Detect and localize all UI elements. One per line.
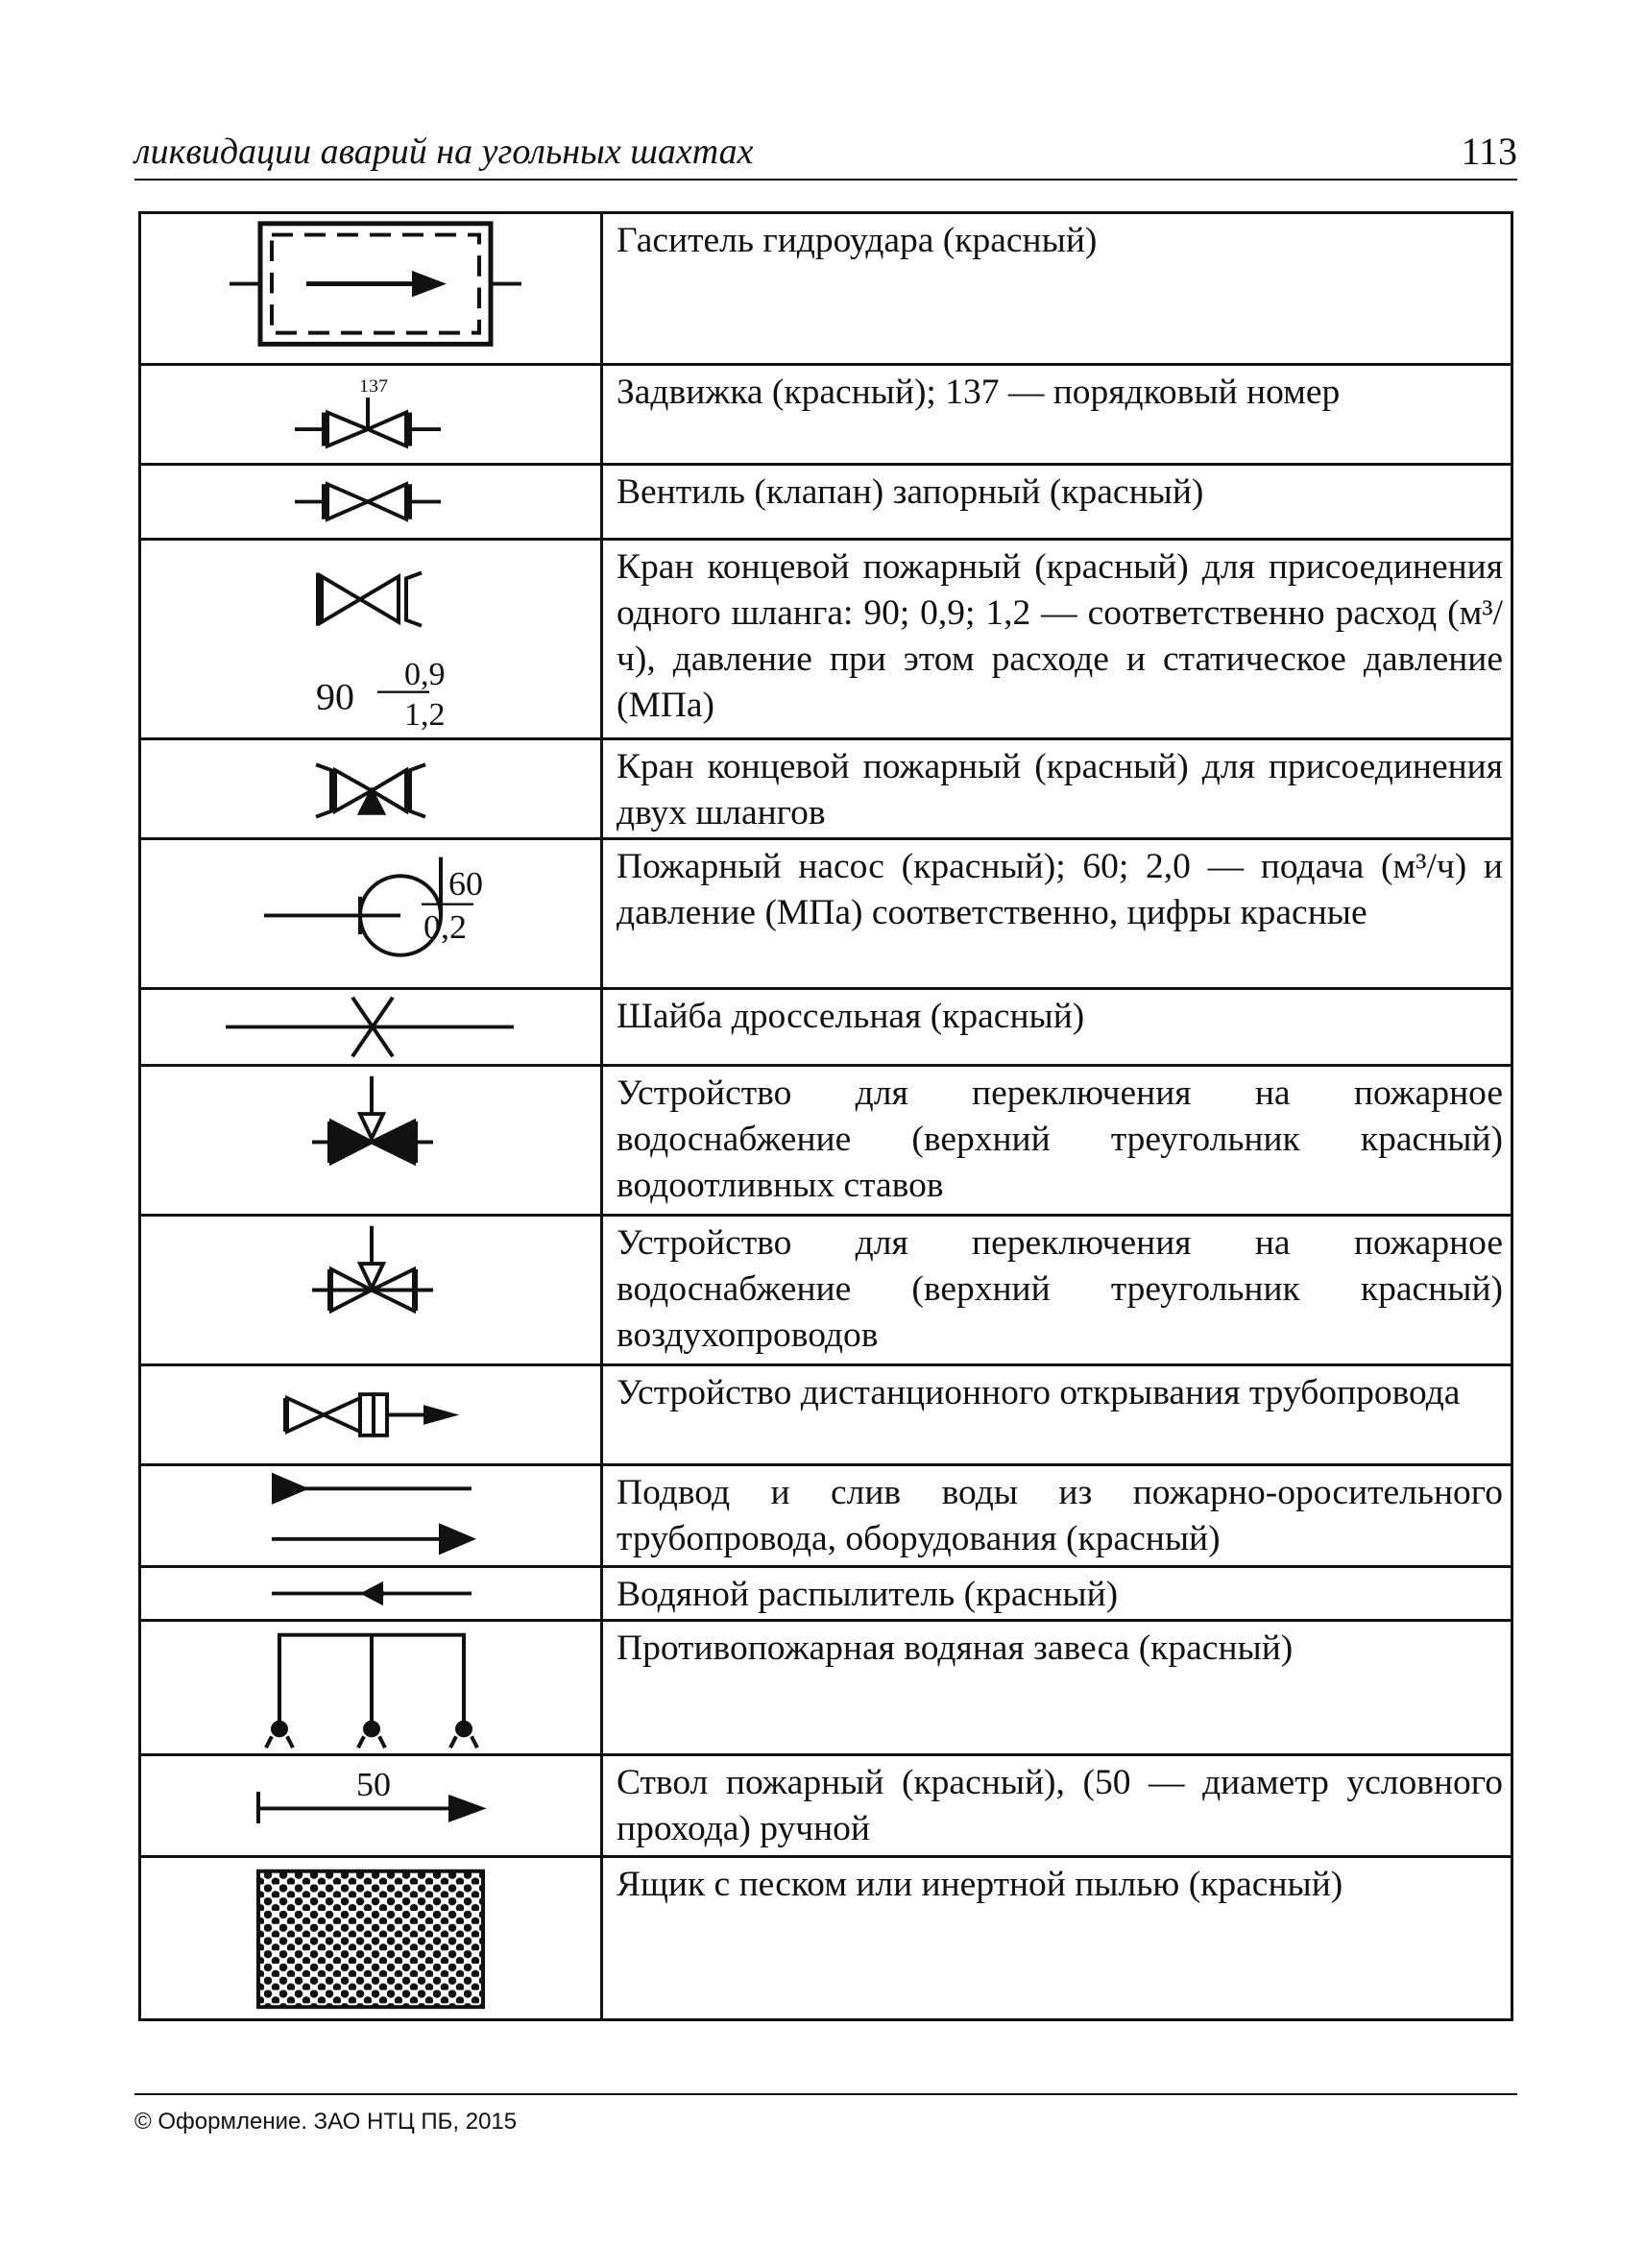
running-header <box>134 125 1517 182</box>
pressure-value: 0,9 <box>404 657 446 692</box>
legend-row <box>140 1365 1512 1465</box>
legend-row <box>140 989 1512 1066</box>
symbol-description: Подвод и слив воды из пожарно-оросительного трубопровода, оборудования (красный) <box>602 1465 1512 1567</box>
symbol-cell <box>140 1465 602 1567</box>
symbol-cell <box>140 540 602 739</box>
legend-row <box>140 465 1512 540</box>
symbol-cell <box>140 465 602 540</box>
fire-pump-icon <box>141 840 600 987</box>
symbol-description: Устройство для переключения на пожарное водоснабжение (верхний треугольник красный) водоотливных ставов <box>602 1066 1512 1216</box>
legend-row <box>140 1755 1512 1857</box>
symbol-cell <box>140 989 602 1066</box>
symbol-description: Устройство для переключения на пожарное водоснабжение (верхний треугольник красный) воздухопроводов <box>602 1216 1512 1365</box>
pump-pressure-value: 0,2 <box>423 907 467 946</box>
throttle-washer-icon <box>141 990 600 1064</box>
symbol-cell <box>140 1567 602 1621</box>
valve-number-label: 137 <box>359 375 388 398</box>
fire-nozzle-icon <box>141 1756 600 1855</box>
symbol-description: Водяной распылитель (красный) <box>602 1567 1512 1621</box>
page-number: 113 <box>1461 130 1517 173</box>
symbol-cell <box>140 739 602 839</box>
water-hammer-damper-icon <box>141 214 600 363</box>
legend-row <box>140 1066 1512 1216</box>
flow-rate-value: 90 <box>316 675 354 718</box>
symbol-cell <box>140 365 602 465</box>
water-supply-drain-icon <box>141 1466 600 1565</box>
legend-row <box>140 839 1512 989</box>
shutoff-valve-icon <box>141 466 600 538</box>
legend-row <box>140 1567 1512 1621</box>
symbol-description: Устройство дистанционного открывания трубопровода <box>602 1365 1512 1465</box>
legend-row <box>140 1621 1512 1755</box>
symbol-cell <box>140 213 602 365</box>
running-title: ликвидации аварий на угольных шахтах <box>134 132 754 172</box>
legend-row <box>140 540 1512 739</box>
symbol-description: Задвижка (красный); 137 — порядковый номер <box>602 365 1512 465</box>
symbol-description: Кран концевой пожарный (красный) для присоединения двух шлангов <box>602 739 1512 839</box>
symbol-description: Противопожарная водяная завеса (красный) <box>602 1621 1512 1755</box>
page-footer <box>134 2093 1517 2135</box>
symbols-legend-table <box>138 211 1513 2021</box>
header-rule <box>134 179 1517 181</box>
symbol-description: Шайба дроссельная (красный) <box>602 989 1512 1066</box>
sand-box-icon <box>141 1858 600 2018</box>
symbol-cell <box>140 1755 602 1857</box>
symbol-description: Гаситель гидроудара (красный) <box>602 213 1512 365</box>
symbol-description: Ствол пожарный (красный), (50 — диаметр условного прохода) ручной <box>602 1755 1512 1857</box>
legend-row <box>140 739 1512 839</box>
symbol-cell <box>140 1365 602 1465</box>
static-pressure-value: 1,2 <box>404 697 446 734</box>
switch-device-drainage-icon <box>141 1067 600 1214</box>
legend-row <box>140 365 1512 465</box>
water-sprayer-icon <box>141 1568 600 1619</box>
remote-opening-device-icon <box>141 1366 600 1463</box>
fire-hydrant-one-hose-icon <box>141 541 600 737</box>
copyright-notice: © Оформление. ЗАО НТЦ ПБ, 2015 <box>134 2109 518 2135</box>
symbol-description: Кран концевой пожарный (красный) для присоединения одного шланга: 90; 0,9; 1,2 — соответственно расход (м³/ч), давление при этом расходе и статическое давление (МПа) <box>602 540 1512 739</box>
symbol-cell <box>140 1066 602 1216</box>
legend-row <box>140 213 1512 365</box>
symbol-cell <box>140 1857 602 2020</box>
legend-row <box>140 1465 1512 1567</box>
legend-row <box>140 1216 1512 1365</box>
gate-valve-icon <box>141 366 600 463</box>
footer-rule <box>134 2093 1517 2095</box>
pump-flow-value: 60 <box>448 864 483 903</box>
symbol-description: Пожарный насос (красный); 60; 2,0 — подача (м³/ч) и давление (МПа) соответственно, цифры красные <box>602 839 1512 989</box>
legend-row <box>140 1857 1512 2020</box>
water-curtain-icon <box>141 1622 600 1753</box>
symbol-cell <box>140 1621 602 1755</box>
symbol-description: Ящик с песком или инертной пылью (красный) <box>602 1857 1512 2020</box>
symbol-cell <box>140 1216 602 1365</box>
nozzle-diameter-label: 50 <box>356 1765 391 1803</box>
fire-hydrant-two-hoses-icon <box>141 740 600 837</box>
symbol-description: Вентиль (клапан) запорный (красный) <box>602 465 1512 540</box>
symbol-cell <box>140 839 602 989</box>
switch-device-air-icon <box>141 1217 600 1363</box>
